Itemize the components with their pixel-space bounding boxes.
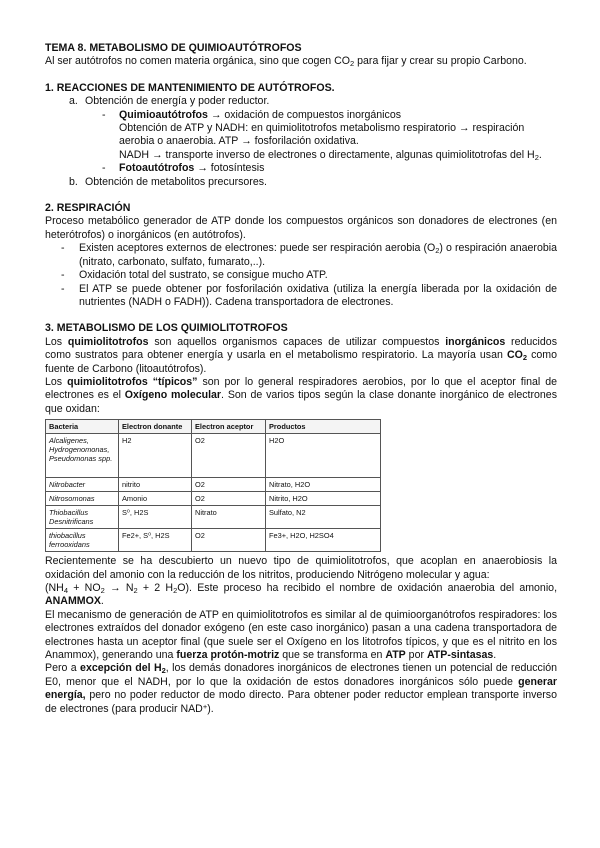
column-header: Productos [266,420,381,434]
bullet-text: Oxidación total del sustrato, se consigue mucho ATP. [79,269,328,282]
section-3-paragraph-5 [45,609,557,663]
section-3-paragraph-3: Recientemente se ha descubierto un nuevo tipo de quimiolitotrofos, que acoplan en anaerobiosis la oxidación del amonio con la reducción de los nitritos, produciendo Nitrógeno molecular y agua: [45,555,557,581]
sub: 2 [173,585,178,595]
term-excepcion-h2: excepción del H [80,662,162,675]
bullet-oxidacion [45,269,557,282]
sub-item-fotoautotrofos [45,162,557,175]
table-cell: S⁰, H2S [119,506,192,529]
table-cell: Nitrito, H2O [266,492,381,506]
t: . [493,649,497,661]
term-atp-sintasas: ATP-sintasas [426,649,494,661]
table-cell: Nitrato [192,506,266,529]
sub-item-text [119,162,264,175]
table-header-row [46,420,381,434]
t: , los demás donadores inorgánicos de electrones tienen un potencial de reducción E0, menor que el NADH, por lo que la oxidación de estos donadores inorgánicos sólo puede [45,662,557,688]
term-inorganicos: inorgánicos [445,335,506,348]
section-3-equation-paragraph [45,582,557,609]
list-label-a: a. [69,95,78,108]
term-quimiolitotrofos: quimiolitotrofos [67,335,149,348]
term-tipicos: quimiolitotrofos “típicos” [67,375,198,388]
table-row [46,434,381,478]
term-quimioautotrofos: Quimioautótrofos [119,108,208,121]
term-co2: CO [506,349,523,362]
t: . Son de varios tipos según la clase donante inorgánico de electrones que oxidan: [45,389,557,415]
t: El mecanismo de generación de ATP en quimiolitotrofos es similar al de quimioorganótrofos respiradores: los electrones extraídos del donador exógeno (en este caso inorgánico) pasan a una cadena transportadora de electrones hasta un aceptor final (que suele ser el Oxígeno en los litotrofos típicos, y que es el nitrito en los Anammox), generando una [45,608,557,661]
t: Los [45,375,68,388]
table-cell: Amonio [119,492,192,506]
table-cell: Fe3+, H2O, H2SO4 [266,529,381,552]
t: como fuente de Carbono (litoautótrofos). [45,349,557,375]
section-3-paragraph-2 [45,376,557,416]
bullet-text [79,242,557,269]
sup: + [202,701,208,711]
intro-text-a: Al ser autótrofos no comen materia orgánica, sino que cogen CO [45,55,351,68]
term-atp: ATP [385,649,406,661]
section-1-heading: 1. REACCIONES DE MANTENIMIENTO DE AUTÓTROFOS. [45,81,335,94]
table-row [46,478,381,492]
table-cell: Alcaligenes, Hydrogenomonas, Pseudomonas spp. [46,434,119,478]
t: ). [207,702,214,715]
list-text-a: Obtención de energía y poder reductor. [85,95,270,108]
term-generar-energia: generar energía, [45,675,557,702]
intro-text-b: para fijar y crear su propio Carbono. [354,55,527,68]
t: que se transforma en [279,649,386,661]
list-item-a [45,95,557,108]
table-row [46,492,381,506]
table-cell: O2 [192,478,266,492]
t: son por lo general respiradores aerobios, por lo que el aceptor final de electrones es el [45,375,557,402]
document-page [45,42,557,716]
bullet-text-a: Existen aceptores externos de electrones: puede ser respiración aerobia (O [79,242,436,255]
section-3-heading: 3. METABOLISMO DE LOS QUIMIOLITOTROFOS [45,322,288,335]
dash-label: - [61,269,65,282]
bullet-text: El ATP se puede obtener por fosforilación oxidativa (utiliza la energía liberada por la oxidación de nutrientes (NADH o FADH)). Cadena transportadora de electrones. [79,282,557,308]
dash-label: - [102,162,106,175]
term-desc: → oxidación de compuestos inorgánicos [207,108,402,121]
term-fotoautotrofos: Fotoautótrofos [119,162,195,175]
table-row [46,529,381,552]
bullet-sub: 2 [435,246,440,256]
line3-end: . [538,148,542,161]
sub: 2 [133,585,138,595]
bullet-aceptores [45,242,557,269]
table-cell: O2 [192,529,266,552]
sub: 2 [161,666,166,676]
bacteria-table [45,419,381,552]
bullet-text-b: ) o respiración anaerobia (nitrato, carbonato, sulfato, fumarato,..). [79,242,557,268]
table-cell: Nitrobacter [46,478,119,492]
dash-label: - [102,108,106,121]
sub-item-text [119,109,401,122]
list-label-b: b. [69,175,78,188]
term-oxigeno: Oxígeno molecular [124,389,222,402]
sub: 2 [100,585,105,595]
t: → N [104,581,134,594]
sub-item-line-2: Obtención de ATP y NADH: en quimiolitotrofos metabolismo respiratorio → respiración aerobia o anaerobia. ATP → fosforilación oxidativa. [119,122,525,148]
table-cell: O2 [192,492,266,506]
t: reducidos como sustratos para obtener energía y usarla en el metabolismo respiratorio. La mayoría usan [45,335,557,362]
table-cell: H2 [119,434,192,478]
section-2-heading: 2. RESPIRACIÓN [45,202,131,215]
t: son aquellos organismos capaces de utilizar compuestos [148,335,446,348]
list-item-b [45,176,557,189]
line3-sub: 2 [534,152,539,162]
dash-label: - [61,242,65,255]
column-header: Bacteria [46,420,119,434]
column-header: Electron donante [119,420,192,434]
table-cell: thiobacillus ferrooxidans [46,529,119,552]
table-cell: Sulfato, N2 [266,506,381,529]
table-cell: Fe2+, S⁰, H2S [119,529,192,552]
term-desc: → fotosíntesis [194,162,265,175]
column-header: Electron aceptor [192,420,266,434]
intro-paragraph [45,55,557,68]
t: Pero a [45,662,81,675]
section-3-paragraph-1 [45,336,557,376]
table-cell: Nitrato, H2O [266,478,381,492]
doc-title: TEMA 8. METABOLISMO DE QUIMIOAUTÓTROFOS [45,42,302,54]
sub: 4 [63,585,69,595]
line3-text: NADH → transporte inverso de electrones o directamente, algunas quimiolitotrofas del H [119,148,535,161]
t: O). Este proceso ha recibido el nombre de oxidación anaerobia del amonio, [177,581,558,594]
t: + NO [68,581,101,594]
t: (NH [45,581,64,594]
table-cell: Nitrosomonas [46,492,119,506]
section-3-paragraph-6 [45,662,557,716]
term-fuerza-proton-motriz: fuerza protón-motriz [176,649,280,661]
co2-sub: 2 [522,353,528,363]
section-2-paragraph: Proceso metabólico generador de ATP donde los compuestos orgánicos son donadores de electrones (en heterótrofos) o inorgánicos (en autótrofos). [45,215,557,241]
table-cell: O2 [192,434,266,478]
table-cell: Thiobacillus Desnitrificans [46,506,119,529]
t: . [100,595,104,608]
table-cell: nitrito [119,478,192,492]
t: + 2 H [137,581,174,594]
t: por [405,649,427,661]
sub-item-line-3 [45,149,557,162]
table-cell: H2O [266,434,381,478]
t: pero no poder reductor de modo directo. Para obtener poder reductor emplean transporte inverso de electrones (para producir NAD [45,689,557,715]
intro-sub: 2 [350,59,355,69]
bullet-atp [45,283,557,310]
table-row [46,506,381,529]
dash-label: - [61,282,65,295]
term-anammox: ANAMMOX [45,595,101,608]
t: Los [45,335,68,348]
list-text-b: Obtención de metabolitos precursores. [85,175,267,188]
sub-item-quimioautotrofos [45,109,557,122]
